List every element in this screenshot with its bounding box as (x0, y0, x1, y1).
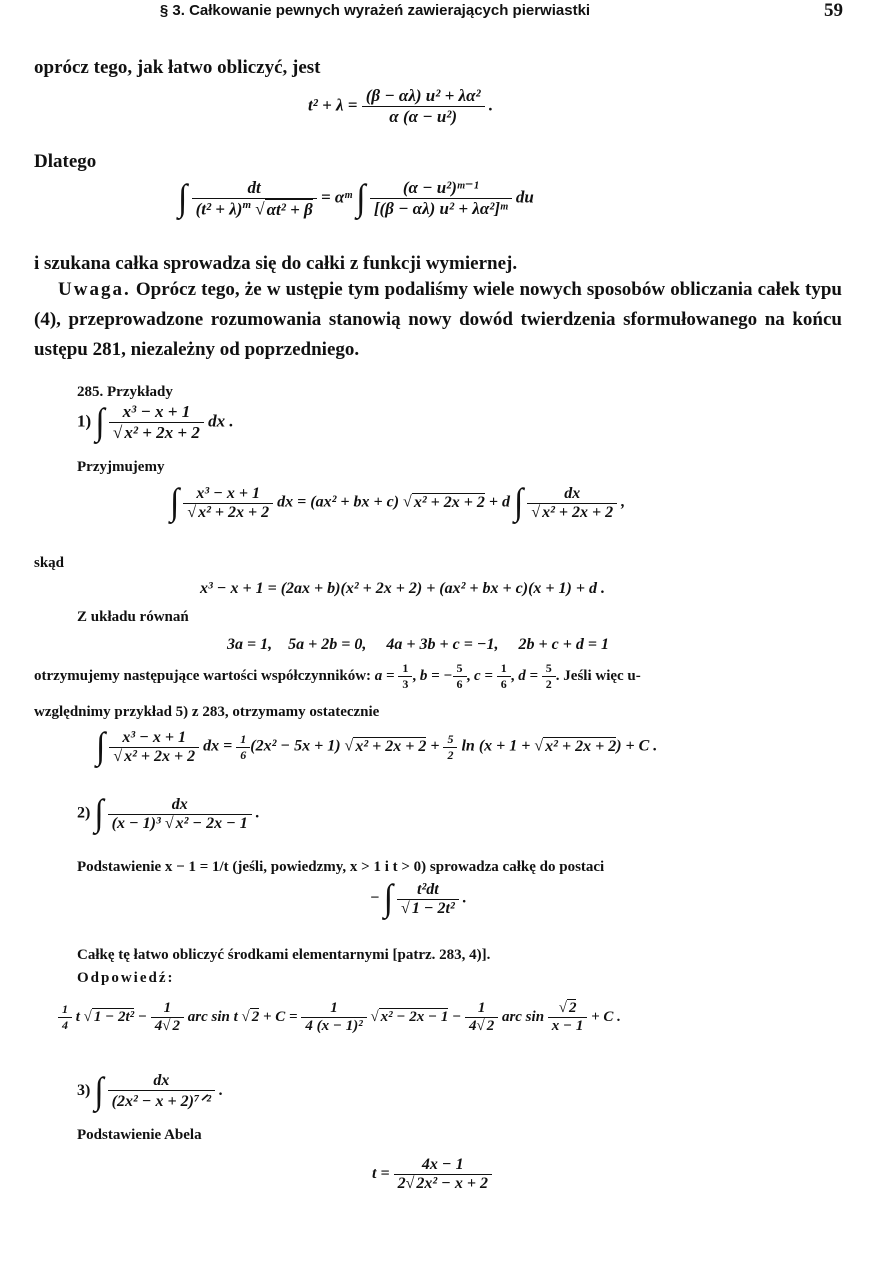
eq8-f4 (465, 1000, 498, 1035)
integral-sign: ∫ (383, 878, 394, 919)
eq2-mid: = αᵐ (320, 187, 353, 207)
coef-d-num: 5 (542, 661, 556, 677)
ex1-fraction (109, 402, 204, 443)
integral-sign: ∫ (96, 726, 106, 767)
ex3-tail: . (219, 1082, 224, 1100)
header-title: § 3. Całkowanie pewnych wyrażeń zawierających pierwiastki (159, 2, 591, 19)
integral-sign: ∫ (178, 177, 188, 219)
radical-sign: √ (476, 1018, 485, 1034)
radical-sign: √ (113, 423, 123, 442)
example-2 (77, 795, 260, 833)
intro-line: oprócz tego, jak łatwo obliczyć, jest (34, 57, 321, 78)
ex3-fraction (108, 1072, 215, 1111)
eq8-b: − (137, 1008, 148, 1025)
eq3-mid-b: + d (488, 493, 510, 511)
ex1-label: 1) (77, 411, 92, 431)
coef-b: b = − (419, 667, 453, 684)
coefficients-line-2: względnimy przykład 5) z 283, otrzymamy ostatecznie (34, 704, 380, 720)
coefficients-line: otrzymujemy następujące wartości współczynników: a = $\frac{1}{3}$ , b = − $\frac{5}{6}$ , c = $\frac{1}{6}$ , d = $\frac{5}{2}$ . Jeśli więc u- (34, 661, 641, 691)
eq5-2: 5a + 2b = 0, (288, 636, 367, 653)
radical-sign: √ (370, 1008, 379, 1025)
eq8-root3: x² − 2x − 1 (380, 1008, 449, 1025)
abel-substitution: Podstawienie Abela (77, 1127, 202, 1143)
eq8-f5 (548, 1000, 588, 1035)
eq6-f1-num: 1 (236, 732, 250, 748)
integral-sign: ∫ (95, 401, 105, 443)
coef-a-frac (398, 661, 412, 692)
radical-sign: √ (113, 747, 123, 765)
ex2-den (108, 815, 252, 833)
eq3-num: x³ − x + 1 (183, 485, 273, 504)
radical-sign: √ (534, 737, 544, 755)
eq8-f4-den-root: 2 (486, 1018, 495, 1034)
eq9-den (394, 1175, 492, 1193)
eq3-rhs-num: dx (527, 485, 617, 504)
eq8-g: arc sin (501, 1008, 545, 1025)
eq8-f3-num: 1 (301, 1000, 366, 1018)
eq5-1: 3a = 1, (227, 636, 273, 653)
integral-sign: ∫ (170, 482, 180, 523)
integral-sign: ∫ (513, 482, 524, 523)
eq7-sign: − (370, 889, 380, 907)
radical-sign: √ (405, 1175, 415, 1192)
ex2-label: 2) (77, 804, 91, 822)
eq8-f5-num-root: 2 (568, 1000, 577, 1016)
example-3 (77, 1072, 223, 1111)
running-header (0, 0, 893, 26)
ex2-num: dx (108, 796, 252, 815)
equation-8 (58, 1000, 621, 1035)
equation-7 (370, 880, 467, 918)
equation-6 (96, 728, 657, 766)
ex1-root: x² + 2x + 2 (124, 423, 200, 442)
coef-d-frac (542, 661, 556, 692)
coef-b-frac (453, 661, 467, 692)
eq6-f2-num: 5 (443, 732, 457, 748)
eq6-fraction (109, 729, 199, 766)
coef-d: d = (518, 667, 542, 684)
answer-label: Odpowiedź: (77, 970, 175, 986)
remark-text: Oprócz tego, że w ustępie tym podaliśmy wiele nowych sposobów obliczania całek typu (4), przeprowadzone rozumowania stanowią nowy dowód twierdzenia sformułowanego na końcu ustępu 281, niezależny od poprzedniego. (34, 279, 842, 360)
equation-1 (308, 86, 493, 127)
eq8-f2-den-root: 2 (172, 1018, 180, 1034)
eq8-d: + C = (263, 1008, 298, 1025)
example-1 (77, 402, 234, 443)
coef-text-b: . Jeśli więc u- (555, 667, 641, 684)
eq8-f1 (58, 1002, 72, 1033)
radical-sign: √ (83, 1008, 92, 1025)
eq2-rhs-num: (α − u²)ᵐ⁻¹ (370, 178, 512, 199)
eq6-num: x³ − x + 1 (109, 729, 199, 748)
radical-sign: √ (344, 737, 354, 755)
equation-2 (178, 178, 534, 220)
radical-sign: √ (531, 503, 541, 521)
eq6-den (109, 748, 199, 766)
eq8-a: t (75, 1008, 80, 1025)
ex3-num: dx (108, 1072, 215, 1091)
eq8-e: − (452, 1008, 462, 1025)
eq6-e: ) + C . (616, 737, 658, 755)
skad: skąd (34, 555, 65, 571)
eq7-den (397, 900, 459, 918)
equation-5 (227, 636, 609, 654)
eq3-root: x² + 2x + 2 (198, 503, 270, 521)
ex1-num: x³ − x + 1 (109, 402, 204, 423)
eq8-h: + C . (591, 1008, 621, 1025)
eq3-rhs-root: x² + 2x + 2 (542, 503, 614, 521)
eq2-lhs-den (192, 199, 317, 220)
radical-sign: √ (403, 493, 412, 511)
eq7-root: 1 − 2t² (411, 899, 455, 917)
eq2-den-exp: m (242, 199, 252, 211)
ex2-fraction (108, 796, 252, 833)
eq8-f1-num: 1 (58, 1002, 72, 1018)
radical-sign: √ (401, 899, 410, 917)
eq6-d: ln (x + 1 + (461, 737, 531, 755)
ex2-root: x² − 2x − 1 (175, 814, 248, 832)
eq6-root2: x² + 2x + 2 (545, 737, 617, 755)
eq9-num: 4x − 1 (394, 1156, 492, 1175)
radical-sign: √ (241, 1008, 250, 1025)
eq8-c: arc sin t (187, 1008, 238, 1025)
eq3-rhs-den (527, 504, 617, 522)
radical-sign: √ (558, 1000, 567, 1016)
eq8-f5-den: x − 1 (551, 1018, 584, 1034)
eq2-lhs-num: dt (192, 178, 317, 199)
eq3-mid-root: x² + 2x + 2 (413, 493, 485, 511)
eq9-fraction (394, 1156, 492, 1193)
integral-sign: ∫ (94, 1070, 104, 1112)
eq8-f4-den (465, 1018, 498, 1035)
calke-text: Całkę tę łatwo obliczyć środkami elementarnymi [patrz. 283, 4)]. (77, 947, 491, 963)
coef-c-den: 6 (500, 677, 507, 691)
coef-c-frac (497, 661, 511, 692)
eq6-f1 (236, 732, 250, 763)
eq6-root1: x² + 2x + 2 (355, 737, 427, 755)
coef-a-num: 1 (398, 661, 412, 677)
eq7-num: t²dt (397, 881, 459, 900)
eq8-root2: 2 (251, 1008, 260, 1025)
integral-sign: ∫ (356, 177, 366, 219)
eq1-tail: . (488, 95, 494, 115)
ex3-label: 3) (77, 1082, 91, 1100)
eq1-lhs: t² + λ = (308, 95, 358, 115)
eq8-f2-num: 1 (151, 1000, 184, 1018)
eq8-root1: 1 − 2t² (93, 1008, 135, 1025)
eq6-den-root: x² + 2x + 2 (124, 747, 196, 765)
eq8-f2-den (151, 1018, 184, 1035)
eq7-tail: . (462, 889, 467, 907)
eq6-f2-den: 2 (447, 747, 454, 762)
equation-4: x³ − x + 1 = (2ax + b)(x² + 2x + 2) + (ax² + bx + c)(x + 1) + d . (200, 580, 605, 597)
eq3-den (183, 504, 273, 522)
eq3-mid-a: dx = (ax² + bx + c) (277, 493, 400, 511)
section-title: 285. Przykłady (77, 384, 173, 400)
radical-sign: √ (162, 1018, 171, 1034)
eq1-fraction (362, 86, 485, 127)
eq5-3: 4a + 3b + c = −1, (386, 636, 499, 653)
eq5-4: 2b + c + d = 1 (518, 636, 609, 653)
eq2-den-a: (t² + λ) (195, 199, 243, 219)
eq7-fraction (397, 881, 459, 918)
radical-sign: √ (164, 814, 174, 832)
coef-b-den: 6 (456, 677, 463, 691)
coef-a: a = (374, 667, 399, 684)
eq8-f5-num (548, 1000, 588, 1018)
ex1-den (109, 423, 204, 443)
ex2-den-a: (x − 1)³ (111, 814, 161, 832)
radical-sign: √ (255, 199, 265, 219)
page-number: 59 (824, 0, 843, 21)
przyjmujemy: Przyjmujemy (77, 459, 165, 475)
eq8-f1-den: 4 (62, 1018, 68, 1032)
ex3-den: (2x² − x + 2)⁷ᐟ² (111, 1093, 212, 1110)
eq8-f2 (151, 1000, 184, 1035)
coef-b-num: 5 (453, 661, 467, 677)
eq6-b: (2x² − 5x + 1) (250, 737, 341, 755)
eq2-tail: du (515, 187, 534, 207)
eq1-den: α (α − u²) (389, 107, 458, 126)
ex1-tail: dx . (208, 411, 234, 431)
coef-a-den: 3 (402, 677, 409, 691)
eq2-lhs-fraction (192, 178, 317, 220)
eq3-fraction (183, 485, 273, 522)
coef-c: c = (474, 667, 497, 684)
uklad-label: Z układu równań (77, 609, 189, 625)
eq8-f3 (301, 1000, 366, 1035)
coef-text-a: otrzymujemy następujące wartości współczynników: (34, 667, 372, 684)
eq1-num: (β − αλ) u² + λα² (362, 86, 485, 107)
ex2-tail: . (255, 804, 260, 822)
eq6-f2 (443, 732, 457, 763)
eq6-c: + (430, 737, 440, 755)
paragraph-1: i szukana całka sprowadza się do całki z funkcji wymiernej. (34, 253, 518, 274)
eq9-root: 2x² − x + 2 (416, 1175, 488, 1192)
eq8-f4-num: 1 (465, 1000, 498, 1018)
dlatego: Dlatego (34, 151, 97, 172)
integral-sign: ∫ (94, 793, 104, 834)
remark-paragraph (34, 275, 842, 365)
eq2-root: αt² + β (266, 199, 313, 219)
eq3-rhs-fraction (527, 485, 617, 522)
coef-c-num: 1 (497, 661, 511, 677)
equation-3 (170, 484, 625, 522)
eq3-tail: , (621, 493, 626, 511)
eq8-f4-den-pre: 4 (468, 1018, 477, 1034)
eq9-lhs: t = (372, 1165, 390, 1183)
equation-9 (372, 1156, 492, 1193)
eq6-f1-den: 6 (240, 747, 247, 762)
eq6-a: dx = (203, 737, 233, 755)
eq8-f3-den: 4 (x − 1)² (305, 1018, 363, 1034)
eq2-rhs-den: [(β − αλ) u² + λα²]ᵐ (373, 199, 508, 219)
eq9-den-pre: 2 (397, 1175, 406, 1192)
remark-label: Uwaga. (58, 279, 131, 300)
eq2-rhs-fraction (370, 178, 512, 219)
radical-sign: √ (187, 503, 197, 521)
coef-d-den: 2 (545, 677, 552, 691)
eq8-f2-den-pre: 4 (154, 1018, 163, 1034)
substitution-text: Podstawienie x − 1 = 1/t (jeśli, powiedzmy, x > 1 i t > 0) sprowadza całkę do postaci (77, 859, 605, 875)
